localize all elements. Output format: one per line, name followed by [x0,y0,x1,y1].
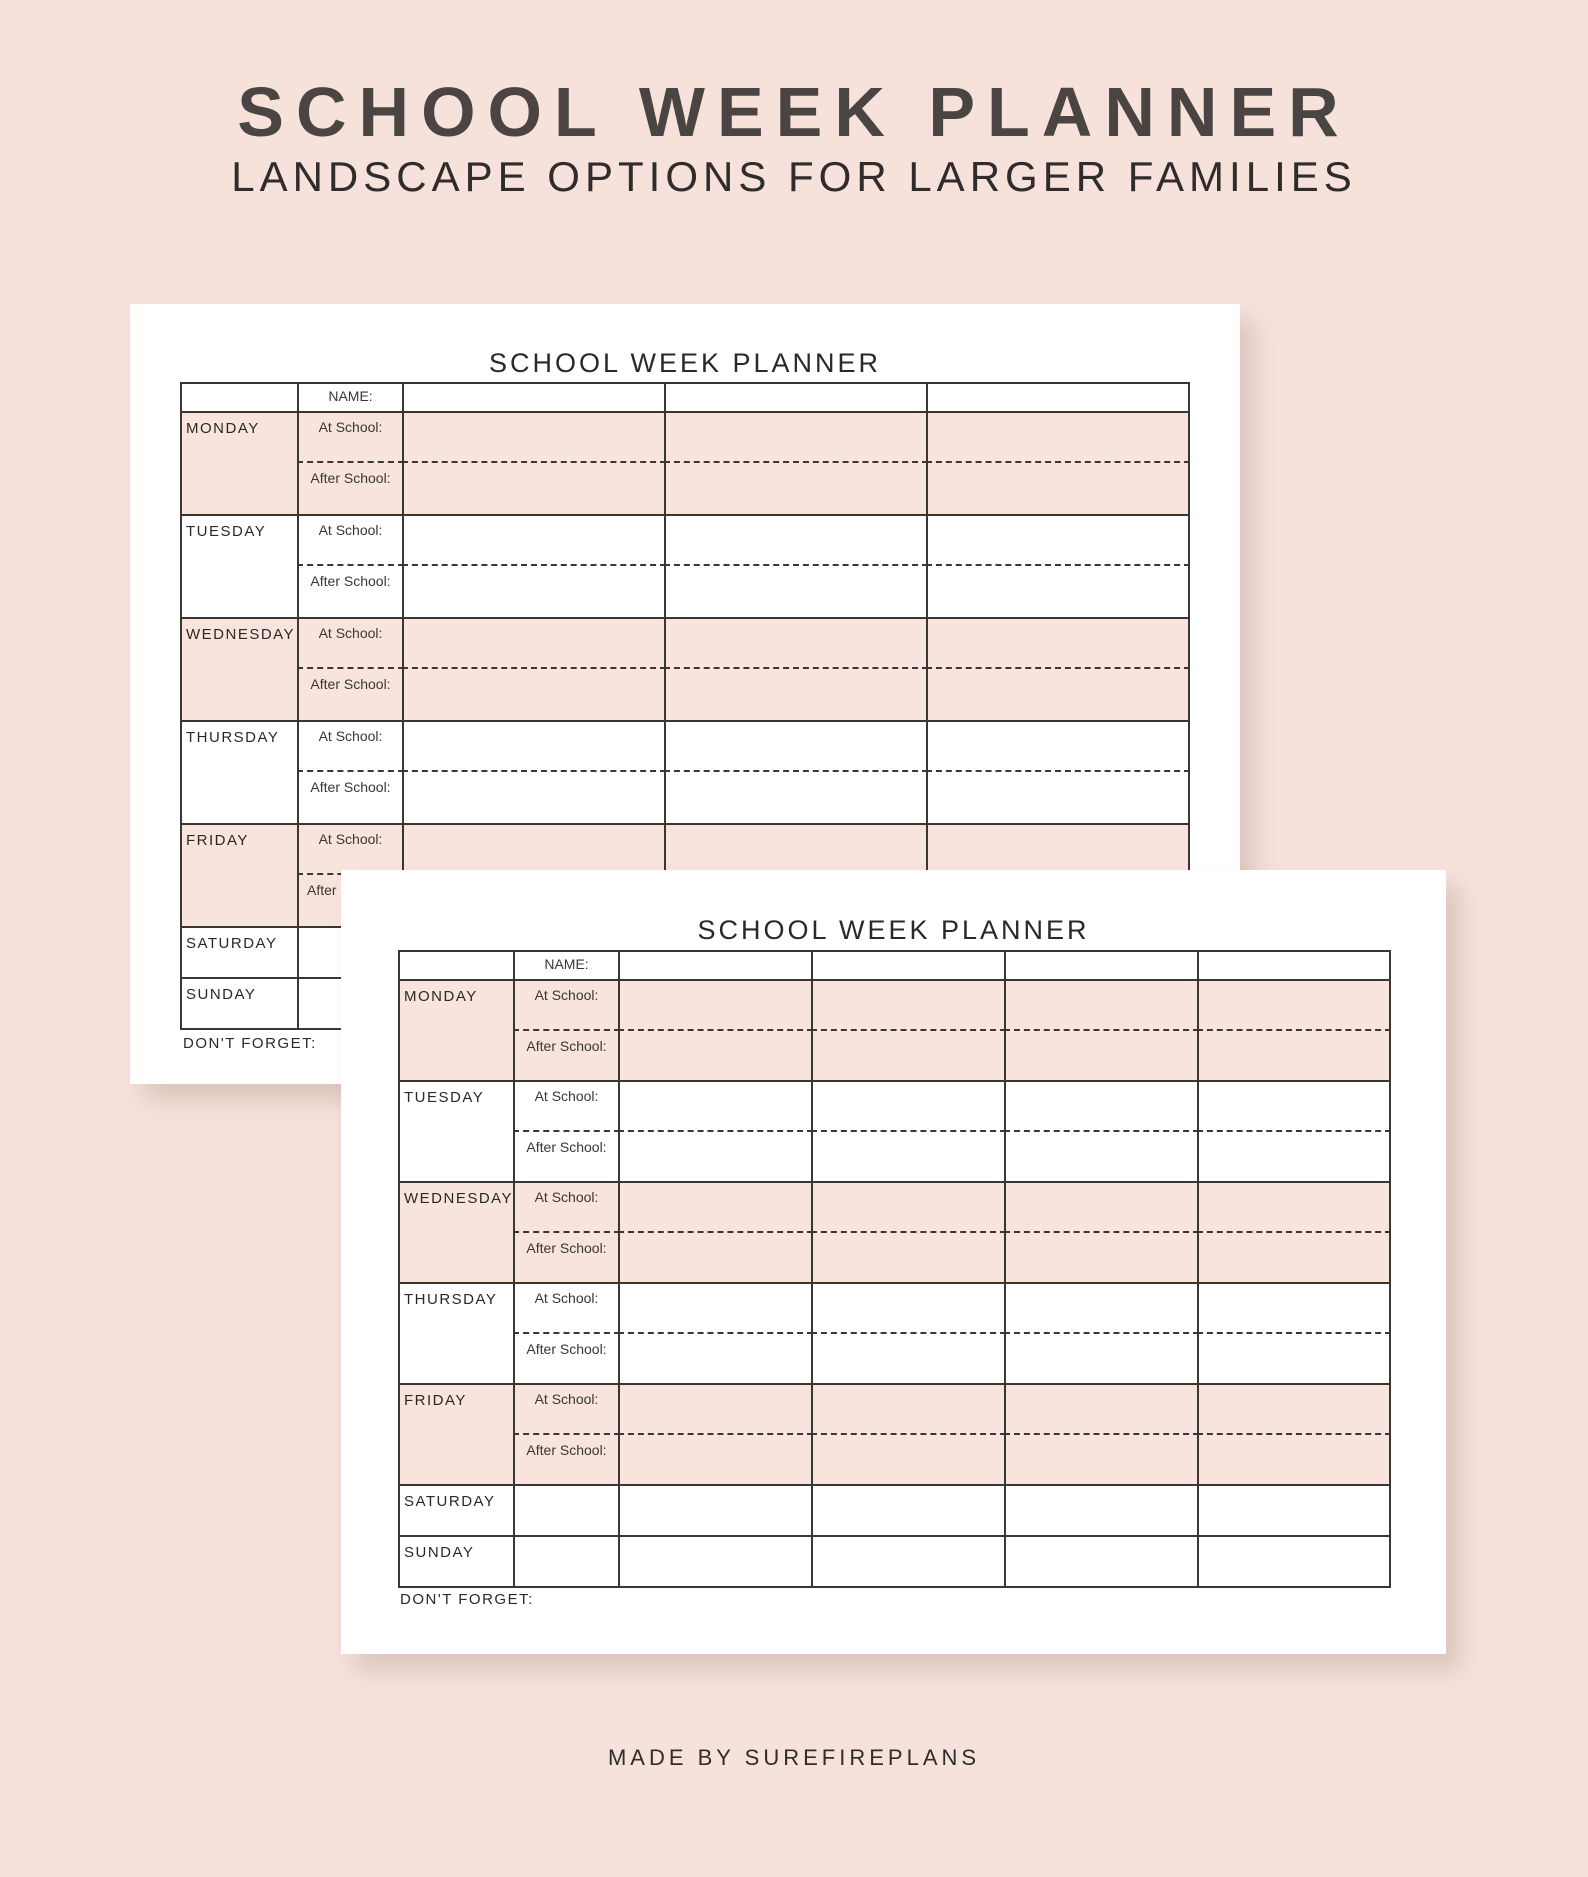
planner-sheet-four-columns [341,870,1446,1654]
entry-cell[interactable] [1005,1536,1198,1587]
day-label: TUESDAY [404,1089,485,1106]
entry-cell[interactable] [665,721,927,824]
at-school-label: At School: [318,831,383,847]
day-label: MONDAY [186,420,260,437]
entry-cell[interactable] [812,1182,1005,1283]
entry-cell[interactable] [927,721,1189,824]
name-cell[interactable] [665,383,927,412]
entry-cell[interactable] [812,1536,1005,1587]
day-label: MONDAY [404,988,478,1005]
entry-cell[interactable] [619,980,812,1081]
entry-cell[interactable] [1198,1081,1390,1182]
name-cell[interactable] [403,383,665,412]
name-label: NAME: [544,956,589,972]
entry-cell[interactable] [927,618,1189,721]
page-subtitle: LANDSCAPE OPTIONS FOR LARGER FAMILIES [231,153,1357,200]
at-school-label: At School: [534,1088,599,1104]
entry-cell[interactable] [403,515,665,618]
at-school-label: At School: [318,625,383,641]
table-row-monday [399,980,1390,1081]
entry-cell[interactable] [619,1182,812,1283]
entry-cell[interactable] [812,1485,1005,1536]
after-school-label: After School: [310,573,391,589]
entry-cell[interactable] [812,1283,1005,1384]
sheet-title: SCHOOL WEEK PLANNER [488,348,882,378]
table-row-tuesday [181,515,1189,618]
at-school-label: At School: [318,728,383,744]
dont-forget-label: DON'T FORGET: [400,1591,534,1608]
at-school-label: At School: [534,987,599,1003]
footer-credit: MADE BY SUREFIREPLANS [607,1745,981,1770]
entry-cell[interactable] [812,1384,1005,1485]
after-school-label: After School: [526,1442,607,1458]
day-label: SATURDAY [186,935,278,952]
name-cell[interactable] [619,951,812,980]
table-header-row [399,951,1390,980]
entry-cell[interactable] [1005,1283,1198,1384]
table-row-friday [399,1384,1390,1485]
name-cell[interactable] [1005,951,1198,980]
at-school-label: At School: [318,419,383,435]
day-label: TUESDAY [186,523,267,540]
entry-cell[interactable] [812,1081,1005,1182]
at-school-label: At School: [318,522,383,538]
entry-cell[interactable] [403,721,665,824]
at-school-label: At School: [534,1290,599,1306]
entry-cell[interactable] [619,1384,812,1485]
day-label: SUNDAY [186,986,257,1003]
day-label: SUNDAY [404,1544,475,1561]
sheet-title: SCHOOL WEEK PLANNER [697,915,1090,945]
table-header-row [181,383,1189,412]
entry-cell[interactable] [1005,980,1198,1081]
after-school-label: After School: [526,1341,607,1357]
table-row-monday [181,412,1189,515]
entry-cell[interactable] [1005,1384,1198,1485]
entry-cell[interactable] [1005,1182,1198,1283]
at-school-label: At School: [534,1189,599,1205]
day-label: FRIDAY [404,1392,467,1409]
after-school-label-partial: After [307,882,337,898]
after-school-label: After School: [526,1139,607,1155]
entry-cell[interactable] [1005,1081,1198,1182]
entry-cell[interactable] [1198,1485,1390,1536]
entry-cell[interactable] [665,412,927,515]
day-label: WEDNESDAY [404,1190,514,1207]
entry-cell[interactable] [1198,980,1390,1081]
entry-cell[interactable] [1198,1536,1390,1587]
table-row-thursday [399,1283,1390,1384]
table-row-wednesday [399,1182,1390,1283]
planner-table [398,950,1391,1588]
entry-cell[interactable] [665,515,927,618]
after-school-label: After School: [526,1240,607,1256]
entry-cell[interactable] [619,1081,812,1182]
name-cell[interactable] [927,383,1189,412]
entry-cell[interactable] [1198,1384,1390,1485]
entry-cell[interactable] [619,1283,812,1384]
table-row-tuesday [399,1081,1390,1182]
entry-cell[interactable] [619,1536,812,1587]
table-row-thursday [181,721,1189,824]
after-school-label: After School: [526,1038,607,1054]
after-school-label: After School: [310,470,391,486]
entry-cell[interactable] [927,515,1189,618]
entry-cell[interactable] [619,1485,812,1536]
day-label: FRIDAY [186,832,249,849]
after-school-label: After School: [310,779,391,795]
table-row-wednesday [181,618,1189,721]
day-label: SATURDAY [404,1493,496,1510]
table-row-sunday [399,1536,1390,1587]
table-row-saturday [399,1485,1390,1536]
entry-cell[interactable] [665,618,927,721]
day-label: THURSDAY [404,1291,498,1308]
entry-cell[interactable] [403,412,665,515]
entry-cell[interactable] [812,980,1005,1081]
dont-forget-label: DON'T FORGET: [183,1035,317,1052]
entry-cell[interactable] [1005,1485,1198,1536]
entry-cell[interactable] [403,618,665,721]
page-title: SCHOOL WEEK PLANNER [237,73,1351,151]
name-cell[interactable] [812,951,1005,980]
day-label: WEDNESDAY [186,626,296,643]
after-school-label: After School: [310,676,391,692]
name-label: NAME: [328,388,373,404]
entry-cell[interactable] [1198,1283,1390,1384]
at-school-label: At School: [534,1391,599,1407]
entry-cell[interactable] [927,412,1189,515]
name-cell[interactable] [1198,951,1390,980]
day-label: THURSDAY [186,729,280,746]
entry-cell[interactable] [1198,1182,1390,1283]
